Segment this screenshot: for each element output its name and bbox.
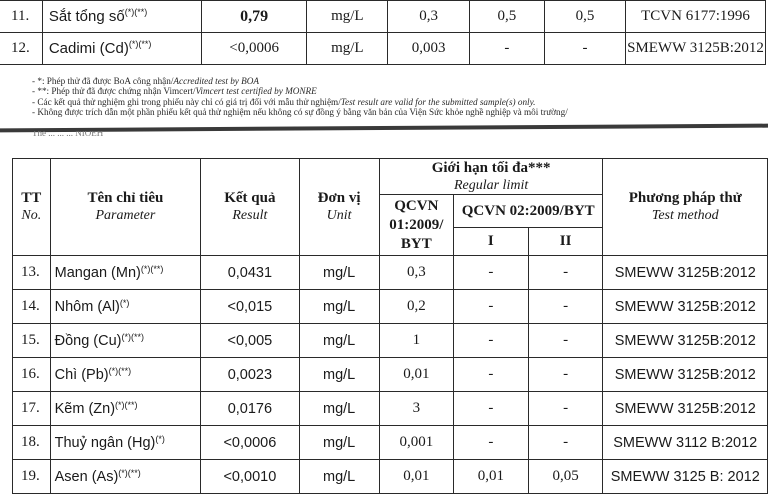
qcvn01-limit: 0,2 <box>379 290 453 324</box>
test-method: SMEWW 3112 B:2012 <box>603 426 768 460</box>
row-number: 12. <box>0 33 42 65</box>
parameter-name: Nhôm (Al)(*) <box>50 290 201 324</box>
test-method: TCVN 6177:1996 <box>625 1 765 33</box>
qcvn02-limit-i: - <box>453 426 528 460</box>
parameter-name: Chì (Pb)(*)(**) <box>50 358 201 392</box>
result-value: 0,0023 <box>201 358 299 392</box>
qcvn02-limit-i: - <box>453 324 528 358</box>
row-number: 16. <box>13 358 51 392</box>
qcvn02-limit-i: - <box>453 392 528 426</box>
table-row <box>0 33 766 65</box>
unit-value: mg/L <box>299 426 379 460</box>
unit-value: mg/L <box>299 392 379 426</box>
table-row <box>13 358 768 392</box>
qcvn01-limit: 0,01 <box>379 460 453 494</box>
table-row <box>13 324 768 358</box>
qcvn01-limit: 0,3 <box>388 1 469 33</box>
table-row <box>13 290 768 324</box>
parameter-name: Cadimi (Cd)(*)(**) <box>42 33 201 65</box>
header-regular-limit: Giới hạn tối đa*** Regular limit <box>379 159 603 195</box>
test-method: SMEWW 3125B:2012 <box>603 324 768 358</box>
unit-value: mg/L <box>299 290 379 324</box>
qcvn02-limit-ii: 0,5 <box>544 1 625 33</box>
table-row <box>0 1 766 33</box>
header-parameter: Tên chỉ tiêu Parameter <box>50 159 201 256</box>
header-result: Kết quả Result <box>201 159 299 256</box>
header-tt: TT No. <box>13 159 51 256</box>
parameter-name: Sắt tổng số(*)(**) <box>42 1 201 33</box>
result-value: <0,005 <box>201 324 299 358</box>
parameter-name: Đồng (Cu)(*)(**) <box>50 324 201 358</box>
result-value: <0,015 <box>201 290 299 324</box>
qcvn01-limit: 0,001 <box>379 426 453 460</box>
unit-value: mg/L <box>299 460 379 494</box>
qcvn02-limit-ii: 0,05 <box>528 460 603 494</box>
results-table <box>12 158 768 494</box>
header-col-i: I <box>453 228 528 256</box>
qcvn02-limit-i: - <box>453 358 528 392</box>
qcvn02-limit-ii: - <box>528 256 603 290</box>
footnotes <box>32 76 752 117</box>
parameter-name: Asen (As)(*)(**) <box>50 460 201 494</box>
qcvn02-limit-ii: - <box>528 358 603 392</box>
row-number: 11. <box>0 1 42 33</box>
parameter-name: Thuỷ ngân (Hg)(*) <box>50 426 201 460</box>
qcvn02-limit-i: 0,5 <box>469 1 544 33</box>
result-value: <0,0006 <box>202 33 307 65</box>
header-qcvn02: QCVN 02:2009/BYT <box>453 195 603 228</box>
qcvn01-limit: 3 <box>379 392 453 426</box>
footnote-boa: - *: Phép thử đã được BoA công nhận/Accredited test by BOA <box>32 76 260 86</box>
qcvn01-limit: 0,3 <box>379 256 453 290</box>
previous-results-table <box>0 0 766 65</box>
table-row <box>13 426 768 460</box>
parameter-name: Kẽm (Zn)(*)(**) <box>50 392 201 426</box>
header-unit: Đơn vị Unit <box>299 159 379 256</box>
header-col-ii: II <box>528 228 603 256</box>
unit-value: mg/L <box>299 324 379 358</box>
header-row <box>13 159 768 195</box>
row-number: 17. <box>13 392 51 426</box>
qcvn01-limit: 0,003 <box>388 33 469 65</box>
cut-off-note: The ... ... ... NIOEH <box>32 131 104 138</box>
result-value: 0,0176 <box>201 392 299 426</box>
qcvn02-limit-i: - <box>453 290 528 324</box>
test-method: SMEWW 3125B:2012 <box>603 358 768 392</box>
test-method: SMEWW 3125B:2012 <box>603 256 768 290</box>
test-method: SMEWW 3125B:2012 <box>603 290 768 324</box>
qcvn01-limit: 0,01 <box>379 358 453 392</box>
test-method: SMEWW 3125B:2012 <box>603 392 768 426</box>
qcvn02-limit-i: 0,01 <box>453 460 528 494</box>
header-qcvn01: QCVN 01:2009/ BYT <box>379 195 453 256</box>
qcvn02-limit-ii: - <box>528 392 603 426</box>
row-number: 14. <box>13 290 51 324</box>
row-number: 13. <box>13 256 51 290</box>
row-number: 18. <box>13 426 51 460</box>
result-value: <0,0006 <box>201 426 299 460</box>
results-body <box>13 256 768 494</box>
qcvn02-limit-ii: - <box>528 290 603 324</box>
qcvn02-limit-ii: - <box>528 324 603 358</box>
row-number: 15. <box>13 324 51 358</box>
parameter-name: Mangan (Mn)(*)(**) <box>50 256 201 290</box>
footnote-vimcert: - **: Phép thử đã được chứng nhận Vimcert/Vimcert test certified by MONRE <box>32 86 317 97</box>
header-test-method: Phương pháp thử Test method <box>603 159 768 256</box>
qcvn02-limit-i: - <box>453 256 528 290</box>
row-number: 19. <box>13 460 51 494</box>
test-method: SMEWW 3125 B: 2012 <box>603 460 768 494</box>
unit-value: mg/L <box>299 358 379 392</box>
unit-value: mg/L <box>299 256 379 290</box>
result-value: 0,0431 <box>201 256 299 290</box>
qcvn01-limit: 1 <box>379 324 453 358</box>
test-method: SMEWW 3125B:2012 <box>625 33 765 65</box>
qcvn02-limit-ii: - <box>544 33 625 65</box>
result-value: 0,79 <box>202 1 307 33</box>
result-value: <0,0010 <box>201 460 299 494</box>
footnote-citation: - Không được trích dẫn một phần phiếu kết quả thử nghiệm nếu không có sự đồng ý bằng văn bản của Viện Sức khỏe nghề nghiệp và môi trường/ <box>32 106 568 117</box>
table-row <box>13 392 768 426</box>
unit-value: mg/L <box>307 33 388 65</box>
table-row <box>13 460 768 494</box>
qcvn02-limit-ii: - <box>528 426 603 460</box>
unit-value: mg/L <box>307 1 388 33</box>
table-row <box>13 256 768 290</box>
qcvn02-limit-i: - <box>469 33 544 65</box>
footnote-validity: - Các kết quả thử nghiệm ghi trong phiếu này chỉ có giá trị đối với mẫu thử nghiệm/Test result are valid for the submitted sample(s) only. <box>32 96 536 107</box>
